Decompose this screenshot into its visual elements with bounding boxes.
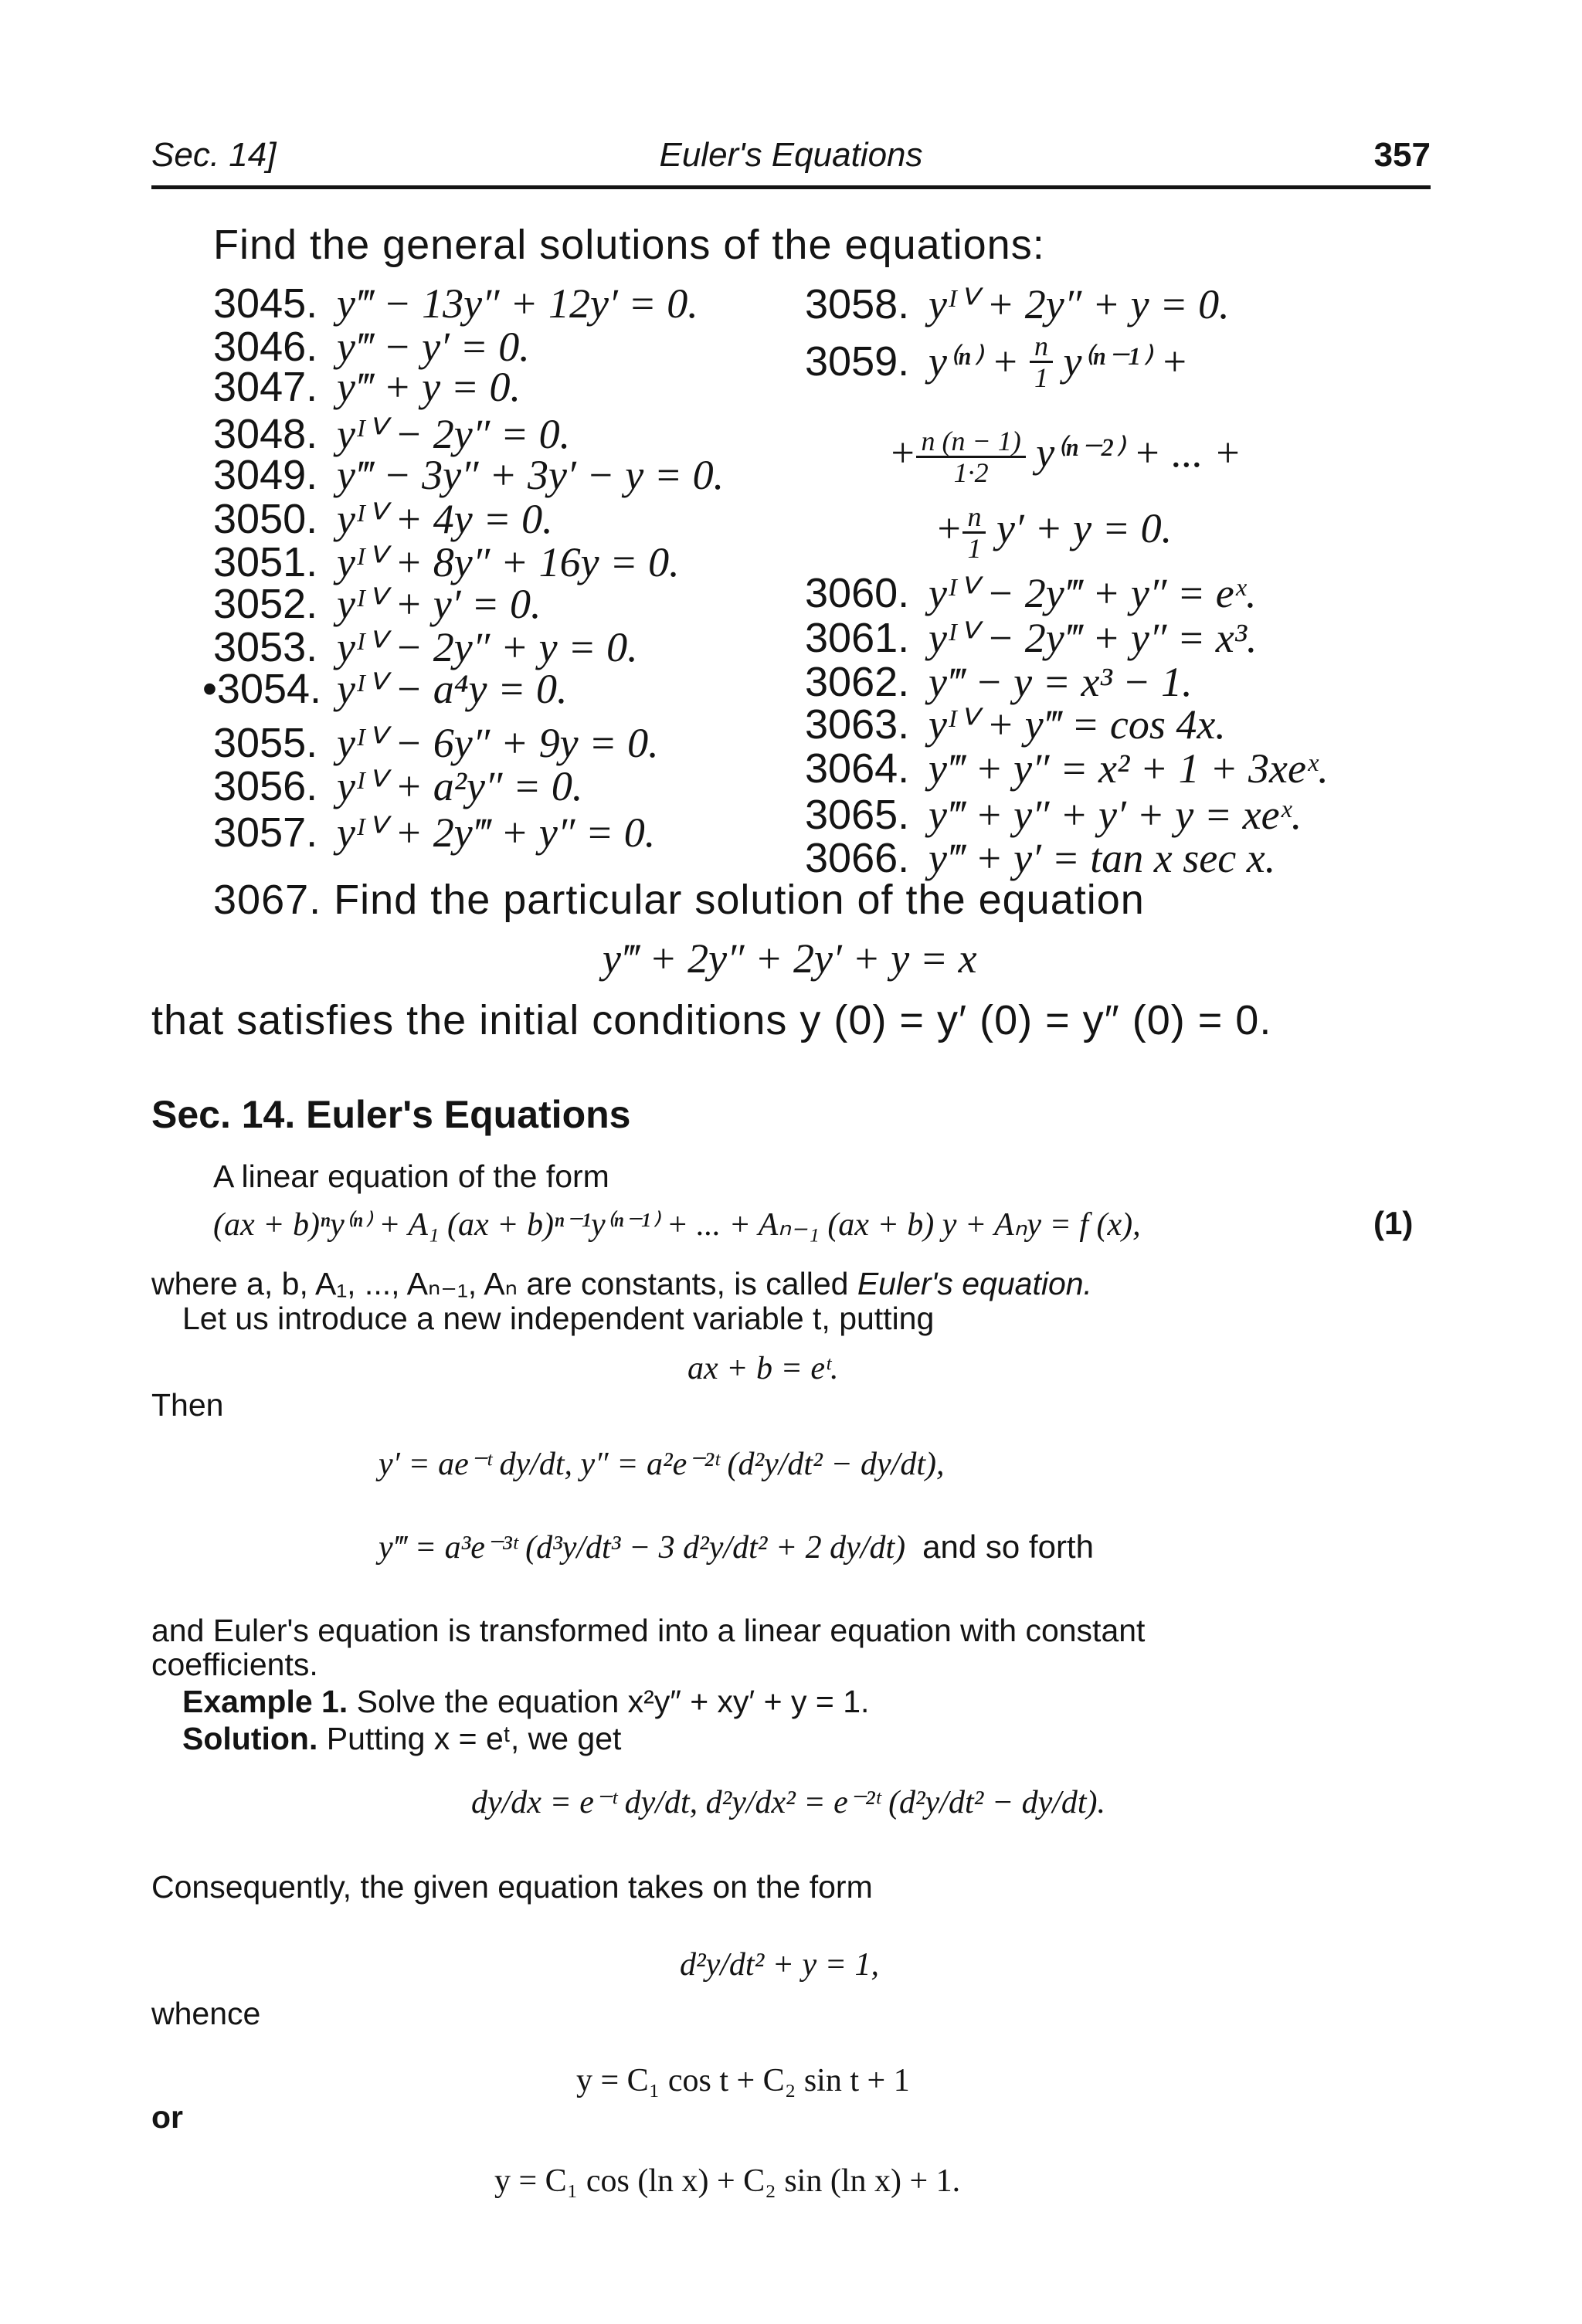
fraction (916, 426, 1025, 487)
problem-number: 3062. (805, 659, 910, 705)
header-rule (151, 185, 1431, 189)
problem-equation: y‴ + y″ = x² + 1 + 3xeˣ. (928, 745, 1329, 792)
problem-3067-equation: y‴ + 2y″ + 2y′ + y = x (603, 935, 977, 982)
problem-number: 3067. (213, 877, 322, 923)
example-1 (182, 1684, 869, 1720)
problem-equation: yᴵⱽ − 2y‴ + y″ = eˣ. (928, 570, 1257, 616)
problem-3059-line3-tail: y′ + y = 0. (986, 504, 1173, 551)
problem-number: 3050. (213, 496, 318, 542)
fraction (962, 502, 986, 563)
problem-equation: yᴵⱽ + y′ = 0. (337, 581, 541, 627)
problem-3059-line1-tail: y⁽ⁿ⁻¹⁾ + (1052, 338, 1189, 385)
problem-number: 3046. (213, 324, 318, 370)
transformed-equation: d²y/dt² + y = 1, (680, 1947, 879, 1983)
euler-equation-general: (ax + b)ⁿy⁽ⁿ⁾ + A₁ (ax + b)ⁿ⁻¹y⁽ⁿ⁻¹⁾ + ... + Aₙ₋₁ (ax + b) y + Aₙy = f (x), (213, 1207, 1141, 1243)
problem-equation: yᴵⱽ + y‴ = cos 4x. (928, 701, 1226, 748)
problem-3059-line2 (888, 426, 1241, 487)
and-so-forth: and so forth (922, 1528, 1094, 1565)
term-euler-equation: Euler's equation. (857, 1266, 1092, 1301)
derivative-relations-1: y′ = ae⁻ᵗ dy/dt, y″ = a²e⁻²ᵗ (d²y/dt² − dy/dt), (379, 1447, 945, 1482)
paragraph-transformed-line2: coefficients. (151, 1647, 318, 1682)
problem-3052 (213, 579, 541, 628)
fraction-numerator: n (962, 502, 986, 534)
problem-3061 (805, 613, 1257, 662)
section-title: Sec. 14. Euler's Equations (151, 1093, 631, 1136)
problem-3057 (213, 808, 655, 857)
problem-3045 (213, 280, 698, 327)
example-text: Solve the equation x²y″ + xy′ + y = 1. (348, 1684, 870, 1719)
label-or: or (151, 2099, 183, 2135)
problem-equation: yᴵⱽ + 8y″ + 16y = 0. (337, 539, 680, 585)
fraction-denominator: 1·2 (953, 457, 989, 488)
header-section-ref: Sec. 14] (151, 136, 277, 174)
problem-number: 3049. (213, 452, 318, 498)
fraction (1030, 331, 1053, 392)
problem-3059 (805, 331, 1189, 394)
problem-equation: yᴵⱽ − 2y″ = 0. (337, 411, 571, 457)
solution-label: Solution. (182, 1721, 318, 1756)
problem-3066 (805, 834, 1275, 882)
exercise-intro: Find the general solutions of the equations: (213, 222, 1045, 268)
paragraph-new-variable: Let us introduce a new independent variable t, putting (182, 1301, 935, 1336)
solution (182, 1721, 621, 1757)
problem-equation: yᴵⱽ − 2y‴ + y″ = x³. (928, 615, 1258, 661)
plus-sign: + (935, 504, 963, 551)
problem-equation: yᴵⱽ + 2y″ + y = 0. (928, 281, 1230, 327)
label-then: Then (151, 1387, 224, 1423)
problem-3067-conditions: that satisfies the initial conditions y (0) = y′ (0) = y″ (0) = 0. (151, 997, 1272, 1043)
equation-number: (1) (1373, 1205, 1414, 1241)
problem-3059-line3 (935, 502, 1172, 563)
problem-3059-line1-head: y⁽ⁿ⁾ + (928, 338, 1030, 385)
problem-equation: yᴵⱽ − a⁴y = 0. (337, 666, 568, 712)
problem-3050 (213, 494, 553, 543)
problem-number: 3063. (805, 701, 910, 748)
problem-number: 3047. (213, 364, 318, 410)
problem-number: 3057. (213, 809, 318, 856)
problem-equation: yᴵⱽ + a²y″ = 0. (337, 763, 583, 809)
paragraph-transformed-line1: and Euler's equation is transformed into a linear equation with constant (151, 1613, 1146, 1648)
derivative-relations-2 (379, 1528, 1094, 1566)
problem-equation: y‴ − y = x³ − 1. (928, 659, 1193, 705)
problem-equation: yᴵⱽ − 6y″ + 9y = 0. (337, 720, 659, 766)
problem-3059-line2-tail: y⁽ⁿ⁻²⁾ + ... + (1025, 429, 1242, 476)
page-number: 357 (1373, 136, 1431, 174)
problem-3067 (213, 876, 1145, 924)
problem-number: •3054. (202, 666, 322, 712)
substitution-derivatives: dy/dx = e⁻ᵗ dy/dt, d²y/dx² = e⁻²ᵗ (d²y/dt² − dy/dt). (471, 1785, 1106, 1820)
fraction-numerator: n (n − 1) (916, 426, 1025, 458)
solution-text: Putting x = eᵗ, we get (317, 1721, 622, 1756)
problem-equation: y‴ − 3y″ + 3y′ − y = 0. (337, 452, 725, 498)
problem-number: 3064. (805, 745, 910, 792)
problem-3056 (213, 762, 582, 810)
problem-number: 3056. (213, 763, 318, 809)
problem-number: 3065. (805, 792, 910, 838)
problem-number: 3060. (805, 570, 910, 616)
problem-number: 3048. (213, 411, 318, 457)
paragraph-constants (151, 1265, 1092, 1302)
solution-in-t: y = C₁ cos t + C₂ sin t + 1 (576, 2063, 910, 2098)
problem-equation: y‴ − y′ = 0. (337, 324, 530, 370)
third-derivative: y‴ = a³e⁻³ᵗ (d³y/dt³ − 3 d²y/dt² + 2 dy/dt) (379, 1530, 906, 1566)
example-label: Example 1. (182, 1684, 348, 1719)
problem-number: 3058. (805, 281, 910, 327)
fraction-denominator: 1 (967, 533, 982, 564)
fraction-denominator: 1 (1034, 362, 1048, 394)
problem-number: 3066. (805, 835, 910, 881)
problem-number: 3052. (213, 581, 318, 627)
problem-equation: yᴵⱽ + 2y‴ + y″ = 0. (337, 809, 656, 856)
paragraph-consequently: Consequently, the given equation takes on the form (151, 1869, 873, 1905)
fraction-numerator: n (1030, 331, 1053, 363)
header-title: Euler's Equations (659, 136, 923, 174)
problem-number: 3059. (805, 338, 910, 385)
problem-3062 (805, 658, 1193, 706)
label-whence: whence (151, 1996, 261, 2031)
problem-3054 (202, 664, 567, 713)
problem-3064 (805, 745, 1329, 792)
problem-3047 (213, 363, 521, 411)
problem-3049 (213, 451, 724, 499)
problem-number: 3061. (805, 615, 910, 661)
problem-3065 (805, 791, 1302, 839)
problem-text: Find the particular solution of the equation (334, 877, 1145, 923)
problem-3060 (805, 568, 1256, 617)
problem-number: 3055. (213, 720, 318, 766)
paragraph-text: where a, b, A₁, ..., Aₙ₋₁, Aₙ are constants, is called (151, 1266, 857, 1301)
problem-number: 3051. (213, 539, 318, 585)
problem-number: 3045. (213, 280, 318, 327)
problem-equation: yᴵⱽ + 4y = 0. (337, 496, 553, 542)
substitution-equation: ax + b = eᵗ. (687, 1351, 839, 1386)
problem-equation: y‴ − 13y″ + 12y′ = 0. (337, 280, 698, 327)
paragraph-linear-equation: A linear equation of the form (213, 1159, 609, 1194)
plus-sign: + (888, 429, 917, 476)
problem-equation: y‴ + y′ = tan x sec x. (928, 835, 1276, 881)
problem-number: 3053. (213, 624, 318, 670)
problem-3058 (805, 280, 1230, 328)
problem-3063 (805, 700, 1226, 748)
solution-in-x: y = C₁ cos (ln x) + C₂ sin (ln x) + 1. (494, 2163, 961, 2199)
problem-equation: y‴ + y = 0. (337, 364, 521, 410)
problem-3055 (213, 718, 659, 767)
problem-equation: y‴ + y″ + y′ + y = xeˣ. (928, 792, 1302, 838)
problem-equation: yᴵⱽ − 2y″ + y = 0. (337, 624, 638, 670)
